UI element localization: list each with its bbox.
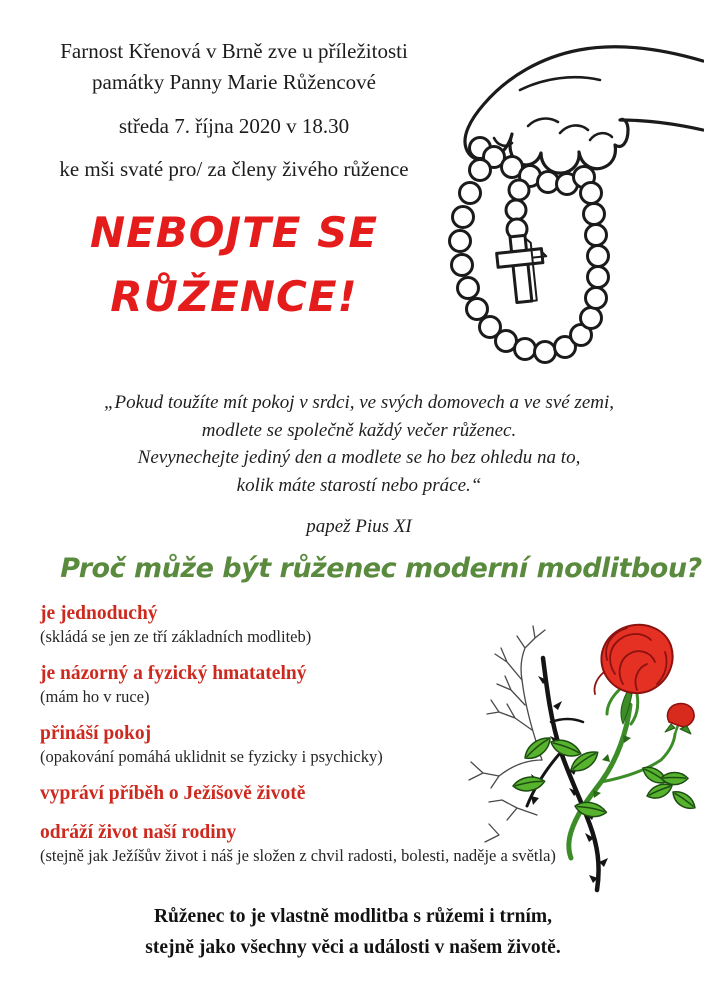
- quote-line2: modlete se společně každý večer růženec.: [201, 419, 517, 441]
- reason-item: [40, 782, 600, 806]
- rosary-hand-illustration: [424, 30, 704, 370]
- reason-item: [40, 821, 600, 866]
- reason-title: vypráví příběh o Ježíšově životě: [40, 783, 306, 804]
- event-header-line1: Farnost Křenová v Brně zve u příležitosti: [60, 39, 408, 63]
- hand-outline: [465, 47, 703, 173]
- reason-item: [40, 722, 600, 767]
- rose-bud: [665, 703, 694, 734]
- reason-detail: (stejně jak Ježíšův život i náš je složen z chvil radosti, bolesti, naděje a světla): [40, 846, 556, 865]
- reason-title: je jednoduchý: [40, 603, 158, 624]
- reason-item: [40, 662, 600, 707]
- reason-title: přináší pokoj: [40, 723, 152, 744]
- rosary-cross: [495, 233, 551, 304]
- closing-statement: [0, 901, 706, 963]
- rosary-beads: [450, 138, 609, 363]
- quote-attribution: papež Pius XI: [306, 516, 412, 537]
- event-header: [8, 36, 460, 185]
- main-title: [8, 201, 460, 329]
- event-date: středa 7. října 2020 v 18.30: [118, 114, 350, 138]
- closing-line1: Růženec to je vlastně modlitba s růžemi i trním,: [153, 906, 553, 927]
- hand-details: [494, 77, 612, 145]
- reason-item: [40, 602, 600, 647]
- section-heading: Proč může být růženec moderní modlitbou?: [60, 553, 702, 584]
- reason-title: je názorný a fyzický hmatatelný: [40, 663, 307, 684]
- main-title-line1: NEBOJTE SE: [89, 208, 379, 257]
- main-title-line2: RŮŽENCE!: [110, 272, 358, 321]
- quote-line4: kolik máte starostí nebo práce.“: [236, 474, 482, 496]
- reason-detail: (mám ho v ruce): [40, 687, 150, 706]
- pope-quote: [12, 389, 706, 541]
- reasons-list: [40, 602, 600, 881]
- reason-detail: (opakování pomáhá uklidnit se fyzicky i psychicky): [40, 747, 383, 766]
- reason-detail: (skládá se jen ze tří základních modliteb): [40, 627, 312, 646]
- reason-title: odráží život naší rodiny: [40, 822, 237, 843]
- closing-line2: stejně jako všechny věci a události v našem životě.: [145, 937, 561, 958]
- quote-line1: „Pokud toužíte mít pokoj v srdci, ve svých domovech a ve své zemi,: [103, 392, 615, 413]
- quote-line3: Nevynechejte jediný den a modlete se ho bez ohledu na to,: [137, 447, 581, 468]
- event-audience: ke mši svaté pro/ za členy živého růžence: [59, 157, 409, 181]
- rose-bloom: [594, 625, 672, 724]
- event-header-line2: památky Panny Marie Růžencové: [92, 70, 376, 94]
